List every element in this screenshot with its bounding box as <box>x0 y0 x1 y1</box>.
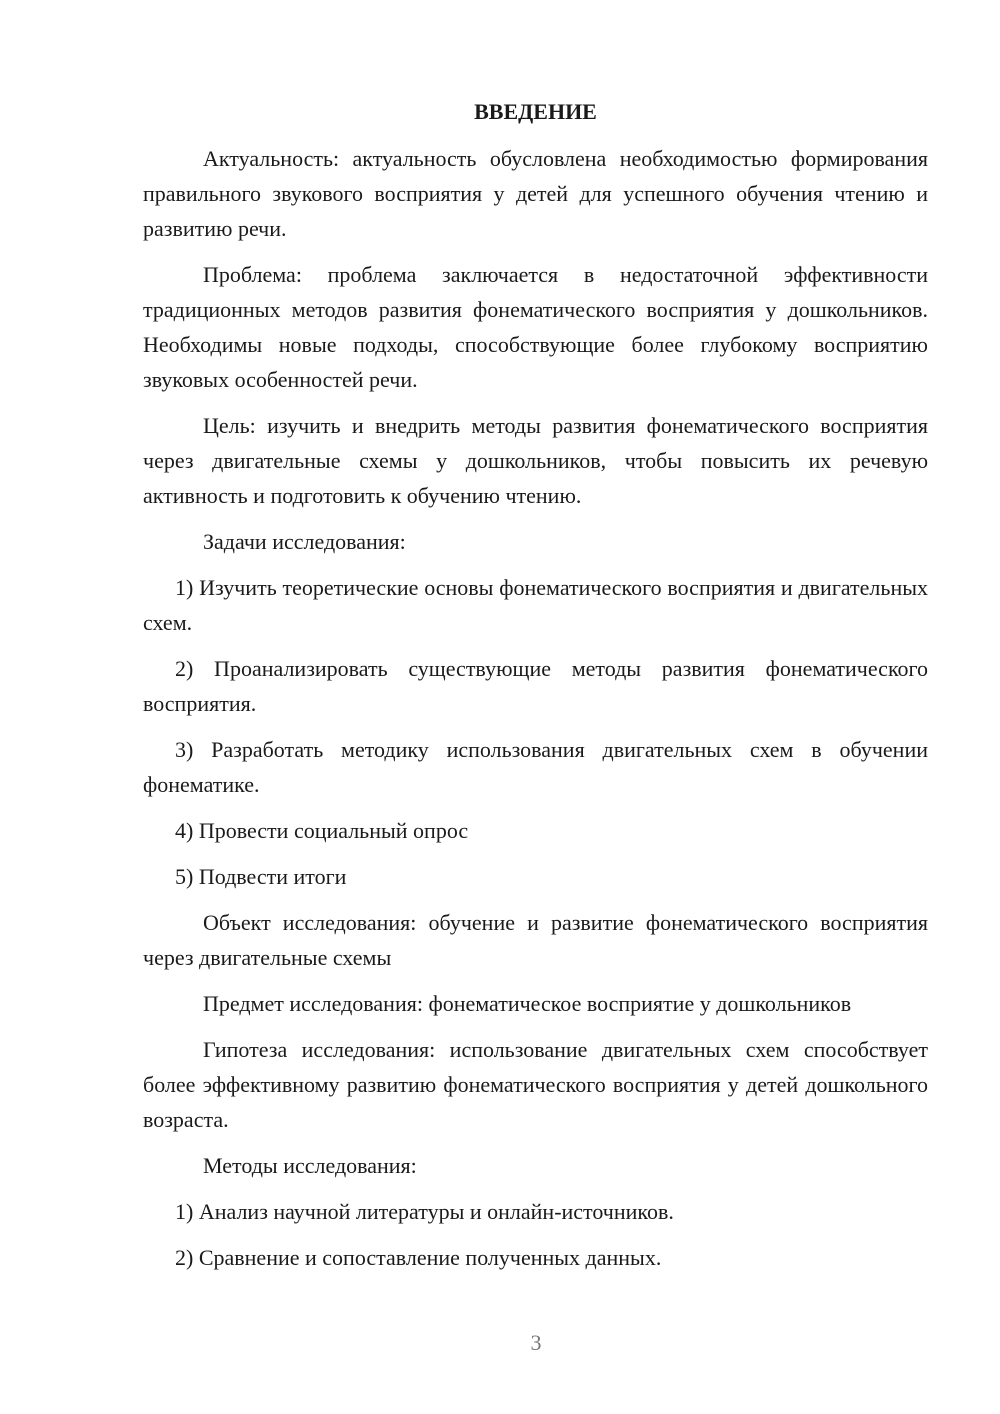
relevance-paragraph: Актуальность: актуальность обусловлена необходимостью формирования правильного звукового восприятия у детей для успешного обучения чтению и развитию речи. <box>143 146 928 241</box>
goal-paragraph: Цель: изучить и внедрить методы развития фонематического восприятия через двигательные схемы у дошкольников, чтобы повысить их речевую активность и подготовить к обучению чтению. <box>143 413 928 508</box>
hypothesis-paragraph: Гипотеза исследования: использование двигательных схем способствует более эффективному развитию фонематического восприятия у детей дошкольного возраста. <box>143 1037 928 1132</box>
method-item: 2) Сравнение и сопоставление полученных данных. <box>175 1245 662 1270</box>
problem-paragraph: Проблема: проблема заключается в недостаточной эффективности традиционных методов развития фонематического восприятия у дошкольников. Необходимы новые подходы, способствующие более глубокому восприятию звуковых особенностей речи. <box>143 262 928 392</box>
task-item: 4) Провести социальный опрос <box>175 818 469 843</box>
task-item: 2) Проанализировать существующие методы развития фонематического восприятия. <box>143 656 928 716</box>
object-paragraph: Объект исследования: обучение и развитие фонематического восприятия через двигательные схемы <box>143 910 928 970</box>
methods-title: Методы исследования: <box>203 1153 417 1178</box>
task-item: 3) Разработать методику использования двигательных схем в обучении фонематике. <box>143 737 928 797</box>
subject-paragraph: Предмет исследования: фонематическое восприятие у дошкольников <box>203 991 852 1016</box>
task-item: 5) Подвести итоги <box>175 864 347 889</box>
tasks-title: Задачи исследования: <box>203 529 406 554</box>
page-number: 3 <box>530 1330 542 1355</box>
document-body <box>143 94 928 1286</box>
task-item: 1) Изучить теоретические основы фонематического восприятия и двигательных схем. <box>143 575 928 635</box>
section-heading: ВВЕДЕНИЕ <box>474 99 597 124</box>
method-item: 1) Анализ научной литературы и онлайн-источников. <box>175 1199 674 1224</box>
